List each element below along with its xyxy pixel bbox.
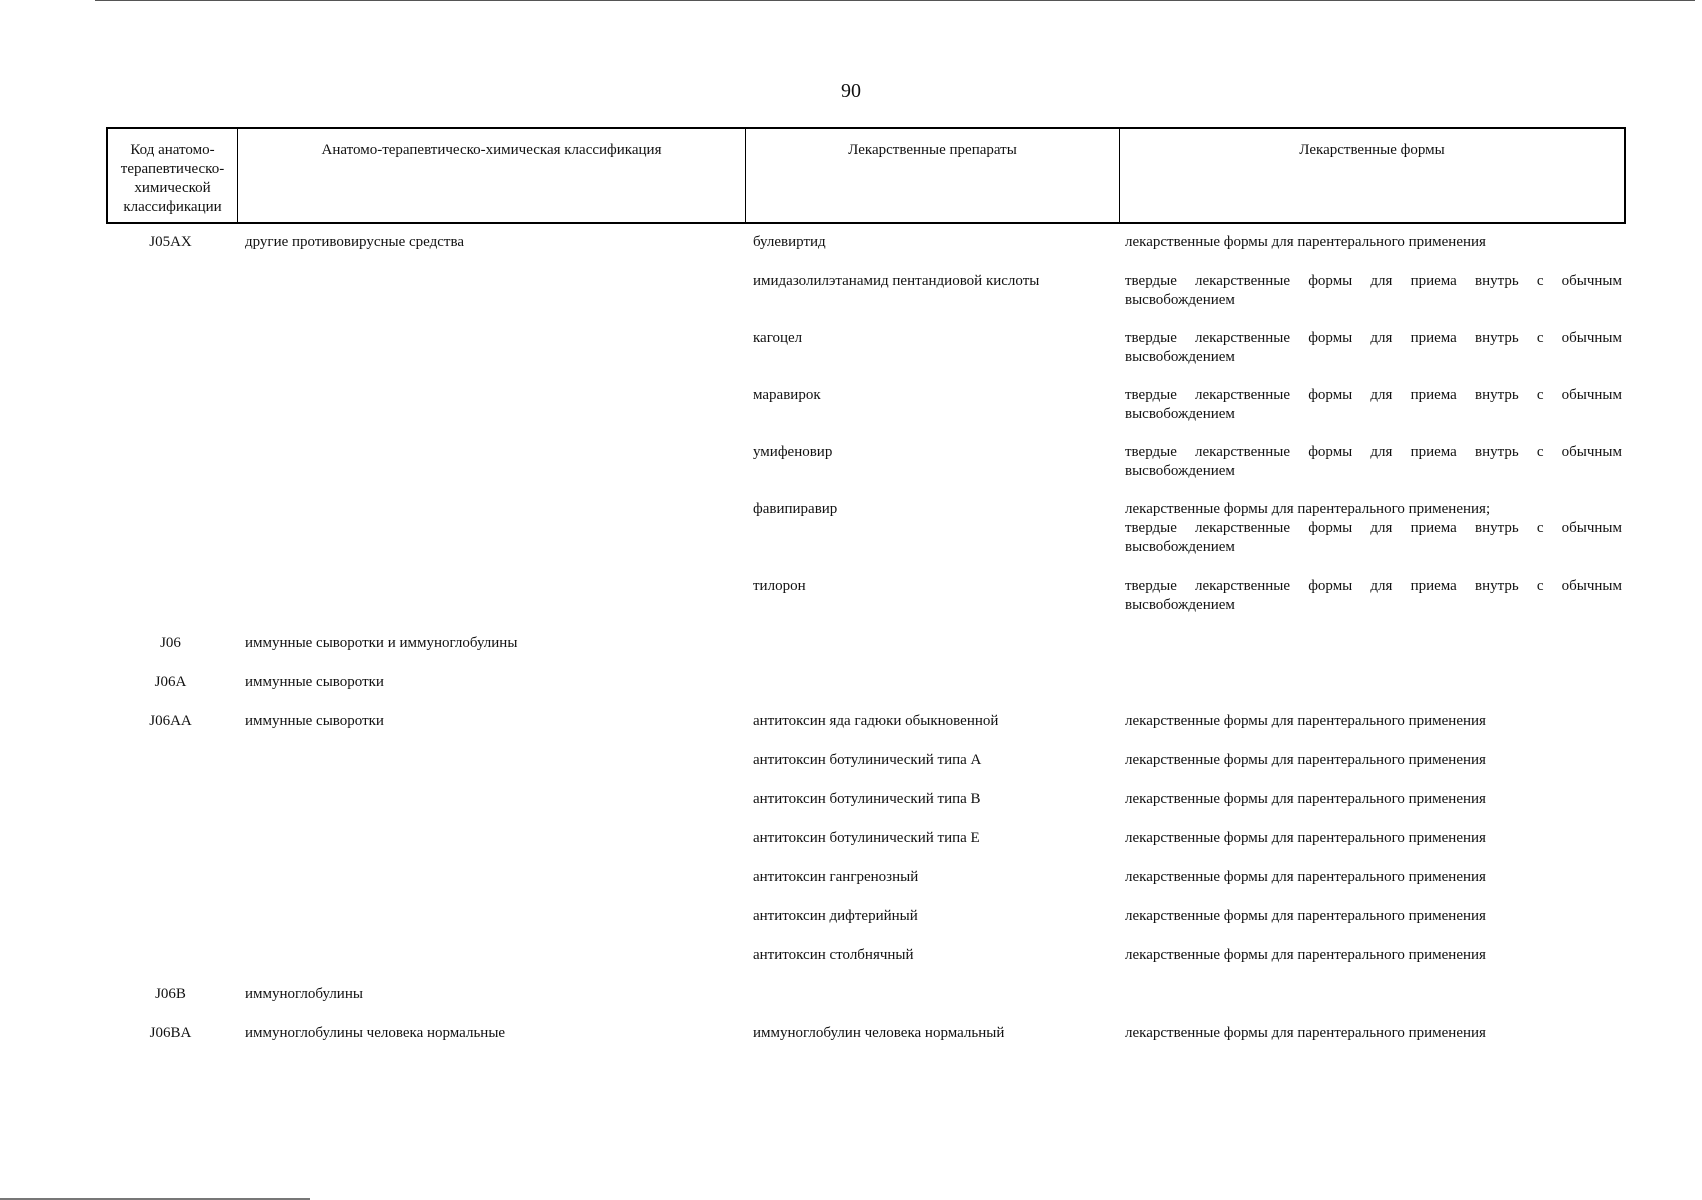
drug-name: антитоксин ботулинический типа А [753,752,982,768]
atc-classification [235,868,743,907]
table-row [106,329,1626,386]
scan-edge-top [95,0,1695,1]
atc-code [106,329,235,386]
table-row [106,985,1626,1024]
header-atc-classification: Анатомо-терапевтическо-химическая классификация [237,129,745,222]
atc-code [106,500,235,577]
atc-code [106,577,235,634]
atc-classification: иммунные сыворотки и иммуноглобулины [245,635,518,651]
drug-name: иммуноглобулин человека нормальный [753,1025,1005,1041]
atc-code [106,790,235,829]
atc-code: J06A [154,674,187,690]
drug-name: умифеновир [753,444,833,460]
table-row [106,577,1626,634]
atc-classification: иммуноглобулины [245,986,363,1002]
atc-code: J06 [160,635,181,651]
atc-classification: иммунные сыворотки [245,674,384,690]
drug-name: кагоцел [753,330,803,346]
atc-code: J06B [155,986,186,1002]
atc-code [106,272,235,329]
dosage-form: лекарственные формы для парентерального применения [1125,947,1486,963]
atc-classification: иммуноглобулины человека нормальные [245,1025,506,1041]
table-row [106,233,1626,272]
atc-code [106,868,235,907]
dosage-form [1117,673,1626,712]
drug-name: фавипиравир [753,501,838,517]
dosage-form [1117,634,1626,673]
dosage-form: лекарственные формы для парентерального применения [1125,830,1486,846]
table-row [106,386,1626,443]
drug-name: булевиртид [753,234,826,250]
dosage-form: лекарственные формы для парентерального применения [1125,234,1486,250]
atc-code [106,907,235,946]
table-row [106,946,1626,985]
atc-code [106,946,235,985]
atc-classification [235,443,743,500]
drug-name: антитоксин гангренозный [753,869,919,885]
drug-name: антитоксин ботулинический типа Е [753,830,980,846]
drug-name: имидазолилэтанамид пентандиовой кислоты [753,273,1040,289]
atc-classification [235,751,743,790]
table-row [106,712,1626,751]
atc-classification [235,500,743,577]
atc-code [106,829,235,868]
table-row [106,443,1626,500]
table-row [106,751,1626,790]
table-row [106,634,1626,673]
atc-code: J06AA [149,713,192,729]
table-row [106,868,1626,907]
atc-classification [235,829,743,868]
dosage-form: твердые лекарственные формы для приема внутрь с обычным высвобождением [1125,578,1622,613]
atc-classification: другие противовирусные средства [245,234,465,250]
dosage-form: твердые лекарственные формы для приема внутрь с обычным высвобождением [1125,387,1622,422]
header-atc-code: Код анатомо-терапевтическо-химической классификации [120,142,225,215]
atc-code: J06BA [149,1025,192,1041]
drug-name [743,634,1117,673]
dosage-form: лекарственные формы для парентерального применения [1125,713,1486,729]
dosage-form: лекарственные формы для парентерального применения [1125,1025,1486,1041]
atc-code [106,751,235,790]
atc-classification: иммунные сыворотки [245,713,384,729]
dosage-form: лекарственные формы для парентерального применения [1125,869,1486,885]
table-row [106,500,1626,577]
atc-classification [235,946,743,985]
dosage-form: лекарственные формы для парентерального применения [1125,791,1486,807]
atc-code: J05AX [149,234,192,250]
table-row [106,272,1626,329]
drug-name: тилорон [753,578,806,594]
table-row [106,1024,1626,1063]
drug-name: антитоксин яда гадюки обыкновенной [753,713,999,729]
dosage-form: твердые лекарственные формы для приема внутрь с обычным высвобождением [1125,330,1622,365]
table-row [106,673,1626,712]
drug-name: антитоксин ботулинический типа В [753,791,981,807]
table-header [106,127,1626,224]
drug-name: антитоксин столбнячный [753,947,914,963]
atc-code [106,443,235,500]
dosage-form: твердые лекарственные формы для приема внутрь с обычным высвобождением [1125,273,1622,308]
atc-classification [235,577,743,634]
drug-name: маравирок [753,387,821,403]
dosage-form-line: твердые лекарственные формы для приема внутрь с обычным высвобождением [1125,520,1622,555]
header-dosage-forms: Лекарственные формы [1119,129,1624,222]
table-row [106,790,1626,829]
dosage-form [1117,500,1626,577]
dosage-form: твердые лекарственные формы для приема внутрь с обычным высвобождением [1125,444,1622,479]
drug-name [743,673,1117,712]
atc-classification [235,386,743,443]
header-drugs: Лекарственные препараты [745,129,1119,222]
dosage-form: лекарственные формы для парентерального применения [1125,752,1486,768]
atc-classification [235,272,743,329]
atc-classification [235,907,743,946]
table-row [106,907,1626,946]
atc-classification [235,790,743,829]
table-body [106,233,1626,1063]
dosage-form-line: лекарственные формы для парентерального применения; [1125,501,1491,517]
drug-name [743,985,1117,1024]
table-row [106,829,1626,868]
page-number: 90 [841,80,861,102]
drug-name: антитоксин дифтерийный [753,908,918,924]
dosage-form: лекарственные формы для парентерального применения [1125,908,1486,924]
dosage-form [1117,985,1626,1024]
atc-classification [235,329,743,386]
atc-code [106,386,235,443]
